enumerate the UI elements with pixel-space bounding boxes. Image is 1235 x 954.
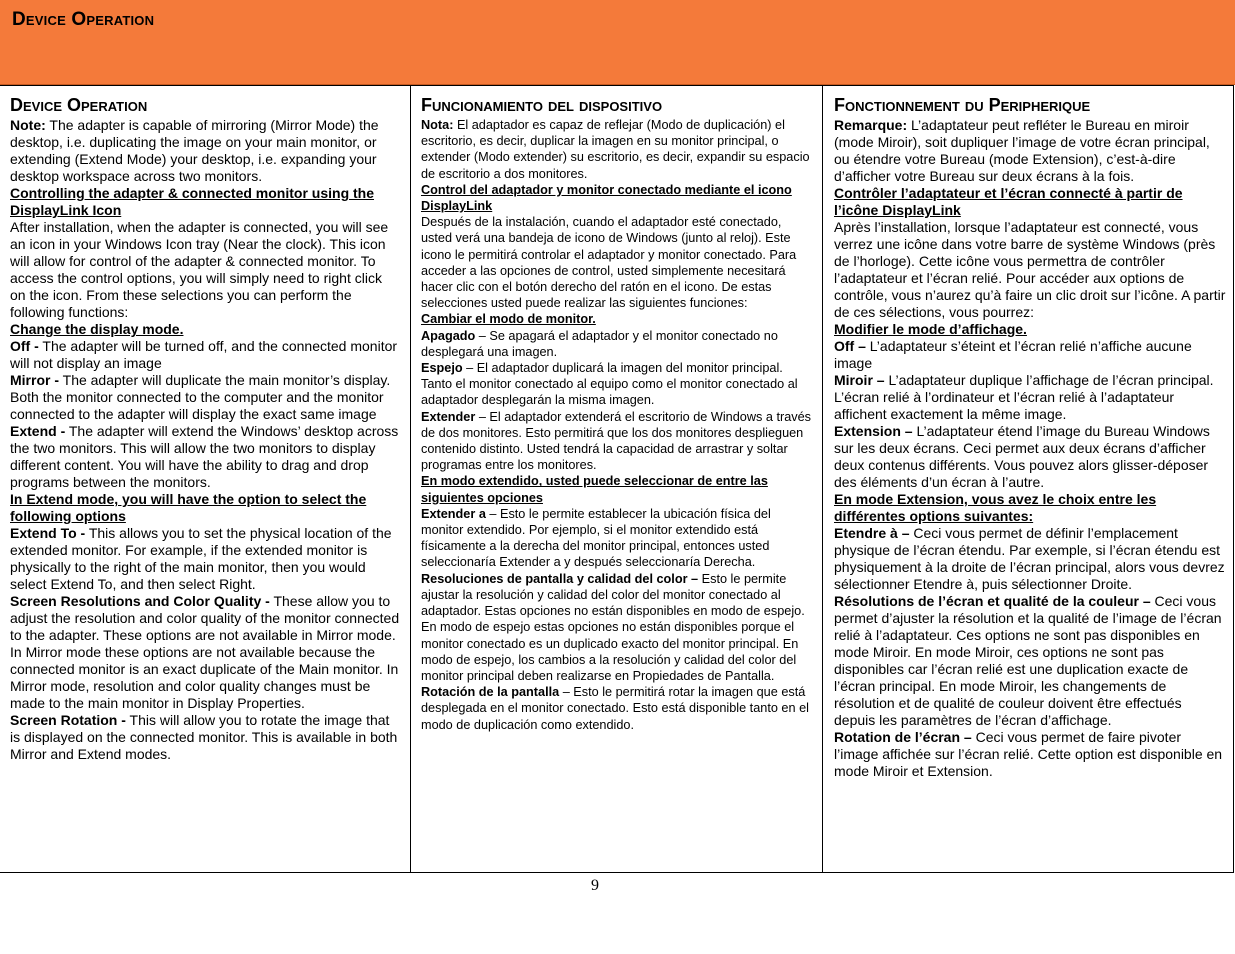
extend-to-text: This allows you to set the physical location of the extended monitor. For example, if the extended monitor is physically to the right of the main monitor, then you would select Extend To, and then select Right. [10, 525, 392, 592]
content-table [0, 85, 1234, 873]
resolution-paragraph [421, 571, 813, 684]
mirror-text: The adapter will duplicate the main monitor’s display. Both the monitor connected to the computer and the monitor connected to the adapter will display the exact same image [10, 372, 391, 422]
mirror-label: Miroir – [834, 372, 885, 388]
control-paragraph: Après l’installation, lorsque l’adaptateur est connecté, vous verrez une icône dans votre barre de système Windows (près de l’horloge). Cette icône vous permettra de contrôler l’adaptateur et l’écran relié. Pour accéder aux options de contrôle, vous n’aurez qu’à faire un clic droit sur l’icône. A partir de ces sélections, vous pourrez: [834, 219, 1226, 320]
header-banner [0, 0, 1235, 85]
column-title: Funcionamiento del dispositivo [421, 95, 663, 115]
column-body [10, 117, 400, 763]
section-heading-display-mode: Cambiar el modo de monitor. [421, 312, 596, 327]
extend-to-paragraph [421, 506, 813, 571]
column-french [822, 86, 1233, 872]
off-paragraph [421, 328, 813, 360]
rotation-label: Screen Rotation - [10, 712, 126, 728]
resolution-paragraph [834, 593, 1226, 729]
note-text: El adaptador es capaz de reflejar (Modo de duplicación) el escritorio, es decir, duplicar la imagen en su monitor principal, o extender (Modo extender) su escritorio, es decir, expandir su espacio de escritorio a dos monitores. [421, 118, 810, 181]
off-label: Off - [10, 338, 39, 354]
mirror-paragraph [421, 360, 813, 409]
note-text: L’adaptateur peut refléter le Bureau en miroir (mode Miroir), soit dupliquer l’image de votre écran principal, ou étendre votre Bureau (mode Extension), c’est-à-dire d’afficher votre Bureau sur deux écrans à la fois. [834, 117, 1210, 184]
rotation-label: Rotación de la pantalla [421, 685, 560, 700]
extend-paragraph [834, 423, 1226, 491]
section-heading-extend-options: En modo extendido, usted puede seleccionar de entre las siguientes opciones [421, 474, 768, 505]
control-paragraph: Después de la instalación, cuando el adaptador esté conectado, usted verá una bandeja de icono de Windows (junto al reloj). Este icono le permitirá controlar el adaptador y monitor conectado. Para acceder a las opciones de control, usted simplemente necesitará hacer clic con el botón derecho del ratón en el icono. De estas selecciones usted puede realizar las siguientes funciones: [421, 215, 797, 311]
off-paragraph [834, 338, 1226, 372]
page-title: Device Operation [12, 9, 155, 30]
resolution-label: Screen Resolutions and Color Quality - [10, 593, 270, 609]
section-heading-extend-options: En mode Extension, vous avez le choix entre les différentes options suivantes: [834, 491, 1157, 524]
off-label: Off – [834, 338, 866, 354]
rotation-paragraph [10, 712, 400, 763]
rotation-label: Rotation de l’écran – [834, 729, 972, 745]
mirror-paragraph [834, 372, 1226, 423]
note-label: Nota: [421, 118, 454, 132]
rotation-text: – Esto le permitirá rotar la imagen que está desplegada en el monitor conectado. Esto está disponible tanto en el modo de duplicación como extendido. [421, 685, 809, 732]
section-heading-display-mode: Modifier le mode d’affichage. [834, 321, 1027, 337]
control-paragraph: After installation, when the adapter is connected, you will see an icon in your Windows Icon tray (Near the clock). This icon will allow for control of the adapter & connected monitor. To access the control options, you will simply need to right click on the icon. From these selections you can perform the following functions: [10, 219, 389, 320]
mirror-label: Mirror - [10, 372, 59, 388]
extend-to-text: – Esto le permite establecer la ubicación física del monitor extendido. Por ejemplo, si el monitor extendido está físicamente a la derecha del monitor principal, entonces usted seleccionaría Extender a y después seleccionaría Derecha. [421, 506, 771, 570]
extend-to-paragraph [10, 525, 400, 593]
extend-text: L’adaptateur étend l’image du Bureau Windows sur les deux écrans. Ceci permet aux deux écrans d’afficher deux contenus différents. Vous pouvez alors glisser-déposer des éléments d’un écran à l’autre. [834, 423, 1210, 490]
section-heading-control: Contrôler l’adaptateur et l’écran connecté à partir de l’icône DisplayLink [834, 185, 1183, 218]
section-heading-display-mode: Change the display mode. [10, 321, 184, 337]
note-paragraph [421, 117, 813, 182]
note-paragraph [834, 117, 1226, 185]
extend-to-label: Extend To - [10, 525, 86, 541]
extend-label: Extend - [10, 423, 66, 439]
rotation-text: This will allow you to rotate the image that is displayed on the connected monitor. This is available in both Mirror and Extend modes. [10, 712, 398, 762]
extend-paragraph [10, 423, 400, 491]
note-label: Remarque: [834, 117, 908, 133]
column-title: Fonctionnement du Peripherique [834, 95, 1091, 115]
column-title: Device Operation [10, 95, 148, 115]
extend-to-text: Ceci vous permet de définir l’emplacement physique de l’écran étendu. Par exemple, si l’écran étendu est physiquement à la droite de l’écran principal, alors vous devrez sélectionner Etendre à, puis sélectionner Droite. [834, 525, 1225, 592]
resolution-label: Résolutions de l’écran et qualité de la couleur – [834, 593, 1151, 609]
resolution-paragraph [10, 593, 400, 712]
rotation-paragraph [421, 684, 813, 733]
extend-text: – El adaptador extenderá el escritorio de Windows a través de dos monitores. Esto permitirá que los dos monitores desplieguen contenido distinto. Usted tendrá la capacidad de arrastrar y soltar programas entre los monitores. [421, 409, 811, 473]
section-heading-extend-options: In Extend mode, you will have the option to select the following options [10, 491, 367, 524]
mirror-label: Espejo [421, 361, 463, 376]
off-label: Apagado [421, 328, 476, 343]
rotation-paragraph [834, 729, 1226, 780]
page-number: 9 [591, 877, 599, 894]
resolution-text: These allow you to adjust the resolution and color quality of the monitor connected to the adapter. These options are not available in Mirror mode. In Mirror mode these options are not available because the connected monitor is an exact duplicate of the Main monitor. In Mirror mode, resolution and color quality changes must be made to the main monitor in Display Properties. [10, 593, 400, 711]
resolution-label: Resoluciones de pantalla y calidad del color – [421, 571, 699, 586]
off-text: The adapter will be turned off, and the connected monitor will not display an image [10, 338, 398, 371]
off-text: – Se apagará el adaptador y el monitor conectado no desplegará una imagen. [421, 328, 778, 359]
resolution-text: Esto le permite ajustar la resolución y calidad del color del monitor conectado al adaptador. Estas opciones no están disponibles en modo de espejo. En modo de espejo estas opciones no están disponibles porque el monitor conectado es un duplicado exacto del monitor principal. En modo de espejo, los cambios a la resolución y calidad del color del monitor principal deben realizarse en Propiedades de Pantalla. [421, 571, 805, 683]
off-paragraph [10, 338, 400, 372]
note-label: Note: [10, 117, 46, 133]
note-paragraph [10, 117, 400, 185]
extend-to-label: Etendre à – [834, 525, 910, 541]
column-english [0, 86, 410, 872]
off-text: L’adaptateur s’éteint et l’écran relié n’affiche aucune image [834, 338, 1192, 371]
extend-to-label: Extender a [421, 506, 486, 521]
mirror-text: – El adaptador duplicará la imagen del monitor principal. Tanto el monitor conectado al equipo como el monitor conectado al adaptador desplegarán la misma imagen. [421, 361, 798, 408]
section-heading-control: Control del adaptador y monitor conectado mediante el icono DisplayLink [421, 182, 792, 214]
section-heading-control: Controlling the adapter & connected monitor using the DisplayLink Icon [10, 185, 375, 218]
extend-paragraph [421, 409, 813, 474]
column-body [421, 117, 813, 733]
mirror-paragraph [10, 372, 400, 423]
rotation-text: Ceci vous permet de faire pivoter l’image affichée sur l’écran relié. Cette option est disponible en mode Miroir et Extension. [834, 729, 1223, 779]
column-spanish [410, 86, 822, 872]
extend-to-paragraph [834, 525, 1226, 593]
resolution-text: Ceci vous permet d’ajuster la résolution et la qualité de l’image de l’écran relié à l’adaptateur. Ces options ne sont pas disponibles en mode Miroir. En mode Miroir, ces options ne sont pas disponibles car l’écran relié est une duplication exacte de l’écran principal. En mode Miroir, les changements de résolution et de qualité de couleur doivent être effectués depuis les paramètres de l’écran d’affichage. [834, 593, 1222, 728]
mirror-text: L’adaptateur duplique l’affichage de l’écran principal. L’écran relié à l’ordinateur et l’écran relié à l’adaptateur affichent exactement la même image. [834, 372, 1214, 422]
extend-label: Extender [421, 409, 476, 424]
column-body [834, 117, 1226, 780]
extend-label: Extension – [834, 423, 913, 439]
note-text: The adapter is capable of mirroring (Mirror Mode) the desktop, i.e. duplicating the image on your main monitor, or extending (Extend Mode) your desktop, i.e. expanding your desktop workspace across two monitors. [10, 117, 379, 184]
extend-text: The adapter will extend the Windows’ desktop across the two monitors. This will allow the two monitors to display different content. You will have the ability to drag and drop programs between the monitors. [10, 423, 399, 490]
